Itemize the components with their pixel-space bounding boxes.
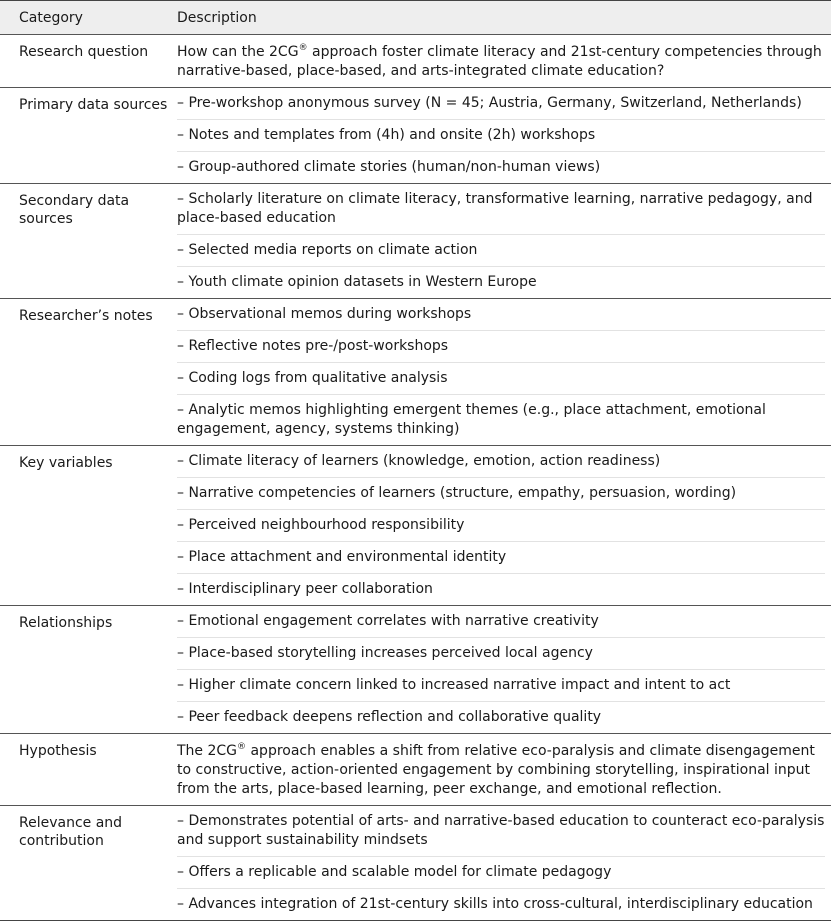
list-item: – Peer feedback deepens reflection and collaborative quality [177,709,602,725]
category-cell: Relationships [19,615,113,631]
category-cell: Relevance and contribution [19,815,123,849]
description-cell [177,606,831,733]
description-cell [177,806,831,920]
row-key-variables [0,446,831,606]
row-primary-data-sources [0,88,831,184]
list-item: – Perceived neighbourhood responsibility [177,510,825,542]
row-secondary-data-sources [0,184,831,299]
list-item: – Narrative competencies of learners (structure, empathy, persuasion, wording) [177,478,825,510]
description-cell [177,299,831,445]
description-text: The 2CG® approach enables a shift from relative eco-paralysis and climate disengagement to constructive, action-oriented engagement by combining storytelling, inspirational input from the arts, place-based learning, peer exchange, and emotional reflection. [177,742,815,797]
list-item: – Offers a replicable and scalable model for climate pedagogy [177,857,825,889]
list-item: – Interdisciplinary peer collaboration [177,581,433,597]
list-item: – Pre-workshop anonymous survey (N = 45; Austria, Germany, Switzerland, Netherlands) [177,88,825,120]
row-relationships [0,606,831,734]
description-cell [177,446,831,605]
registered-mark: ® [237,742,247,752]
list-item: – Observational memos during workshops [177,299,825,331]
row-researchers-notes [0,299,831,446]
list-item: – Demonstrates potential of arts- and narrative-based education to counteract eco-paralysis and support sustainability mindsets [177,806,825,857]
category-cell: Research question [19,44,149,60]
list-item: – Analytic memos highlighting emergent themes (e.g., place attachment, emotional engagement, agency, systems thinking) [177,402,766,437]
list-item: – Scholarly literature on climate literacy, transformative learning, narrative pedagogy, and place-based education [177,184,825,235]
list-item: – Place attachment and environmental identity [177,542,825,574]
row-hypothesis [0,734,831,806]
header-description: Description [177,9,257,26]
table-header [0,1,831,35]
category-cell: Researcher’s notes [19,308,153,324]
category-cell: Hypothesis [19,743,97,759]
list-item: – Climate literacy of learners (knowledge, emotion, action readiness) [177,446,825,478]
description-cell [177,35,831,87]
list-item: – Group-authored climate stories (human/non-human views) [177,159,601,175]
list-item: – Coding logs from qualitative analysis [177,363,825,395]
list-item: – Advances integration of 21st-century skills into cross-cultural, interdisciplinary education [177,896,813,912]
category-cell: Secondary data sources [19,193,130,227]
list-item: – Place-based storytelling increases perceived local agency [177,638,825,670]
description-cell [177,184,831,298]
list-item: – Notes and templates from (4h) and onsite (2h) workshops [177,120,825,152]
list-item: – Youth climate opinion datasets in Western Europe [177,274,537,290]
row-research-question [0,35,831,88]
registered-mark: ® [298,43,308,53]
description-cell [177,734,831,805]
category-cell: Primary data sources [19,97,168,113]
category-cell: Key variables [19,455,113,471]
list-item: – Emotional engagement correlates with narrative creativity [177,606,825,638]
row-relevance-and-contribution [0,806,831,920]
list-item: – Higher climate concern linked to increased narrative impact and intent to act [177,670,825,702]
list-item: – Reflective notes pre-/post-workshops [177,331,825,363]
list-item: – Selected media reports on climate action [177,235,825,267]
header-category: Category [19,9,83,26]
description-cell [177,88,831,183]
description-text: How can the 2CG® approach foster climate literacy and 21st-century competencies through narrative-based, place-based, and arts-integrated climate education? [177,43,822,79]
